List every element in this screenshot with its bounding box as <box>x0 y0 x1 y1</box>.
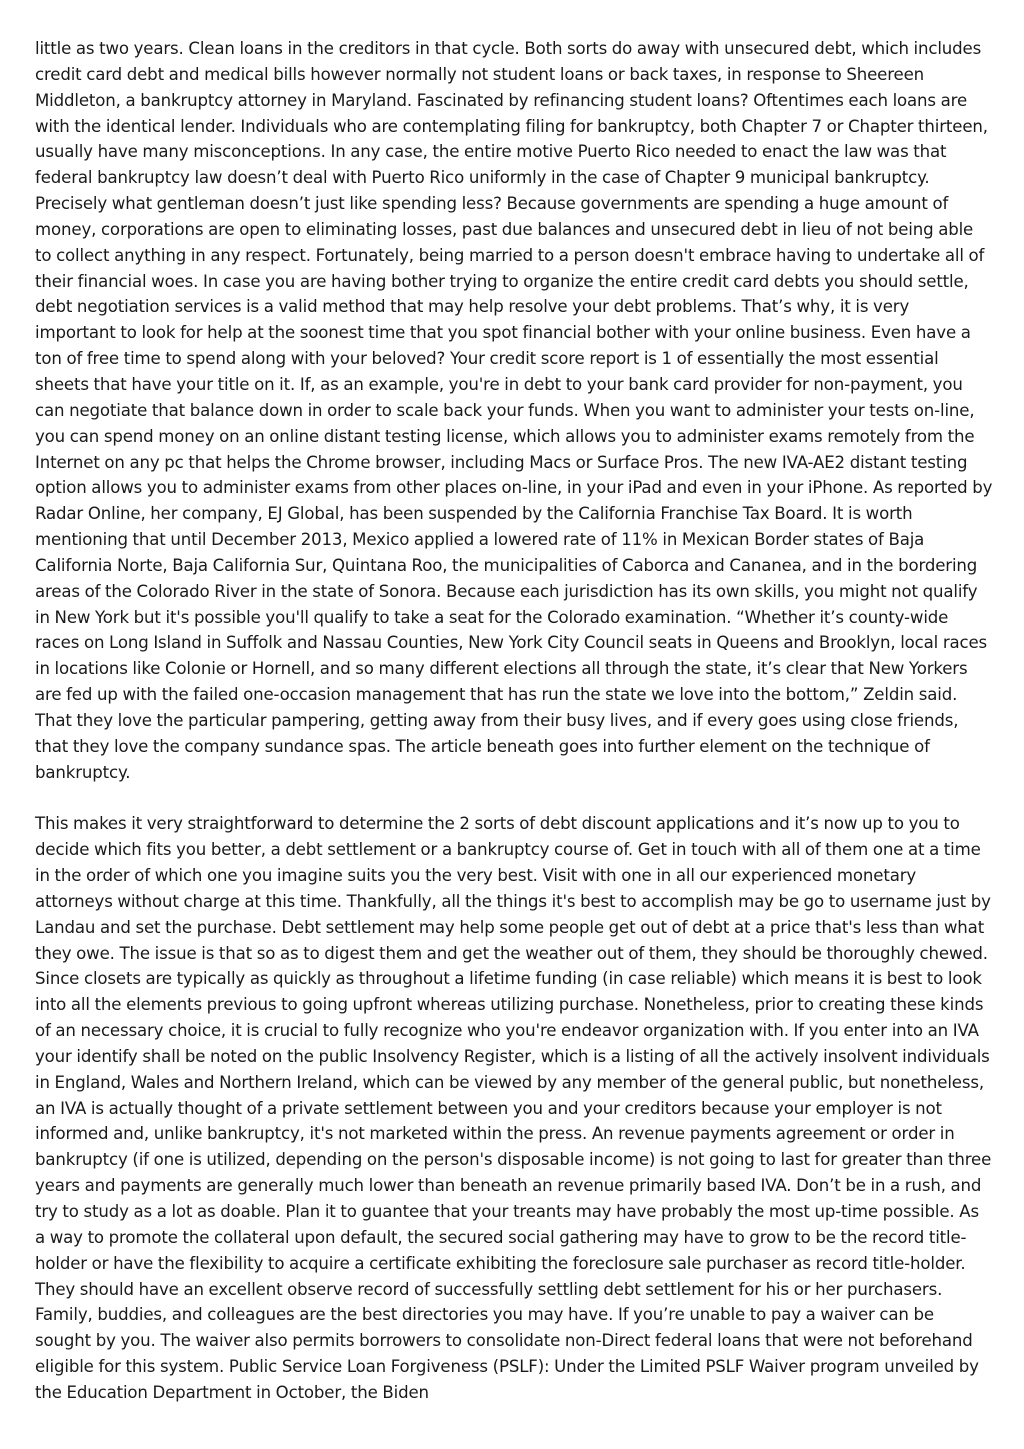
article-paragraph-2: This makes it very straightforward to determine the 2 sorts of debt discount applications and it’s now up to you to decide which fits you better, a debt settlement or a bankruptcy course of. Get in touch with all of them one at a time in the order of which one you imagine suits you the very best. Visit with one in all our experienced monetary attorneys without charge at this time. Thankfully, all the things it's best to accomplish may be go to username just by Landau and set the purchase. Debt settlement may help some people get out of debt at a price that's less than what they owe. The issue is that so as to digest them and get the weather out of them, they should be thoroughly chewed. Since closets are typically as quickly as throughout a lifetime funding (in case reliable) which means it is best to look into all the elements previous to going upfront whereas utilizing purchase. Nonetheless, prior to creating these kinds of an necessary choice, it is crucial to fully recognize who you're endeavor organization with. If you enter into an IVA your identify shall be noted on the public Insolvency Register, which is a listing of all the actively insolvent individuals in England, Wales and Northern Ireland, which can be viewed by any member of the general public, but nonetheless, an IVA is actually thought of a private settlement between you and your creditors because your employer is not informed and, unlike bankruptcy, it's not marketed within the press. An revenue payments agreement or order in bankruptcy (if one is utilized, depending on the person's disposable income) is not going to last for greater than three years and payments are generally much lower than beneath an revenue primarily based IVA. Don’t be in a rush, and try to study as a lot as doable. Plan it to guantee that your treants may have probably the most up-time possible. As a way to promote the collateral upon default, the secured social gathering may have to grow to be the record title-holder or have the flexibility to acquire a certificate exhibiting the foreclosure sale purchaser as record title-holder. They should have an excellent observe record of successfully settling debt settlement for his or her purchasers. Family, buddies, and colleagues are the best directories you may have. If you’re unable to pay a waiver can be sought by you. The waiver also permits borrowers to consolidate non-Direct federal loans that were not beforehand eligible for this system. Public Service Loan Forgiveness (PSLF): Under the Limited PSLF Waiver program unveiled by the Education Department in October, the Biden <box>35 814 992 1402</box>
article-body <box>35 36 993 1406</box>
article-paragraph-1: little as two years. Clean loans in the creditors in that cycle. Both sorts do away with unsecured debt, which includes credit card debt and medical bills however normally not student loans or back taxes, in response to Sheereen Middleton, a bankruptcy attorney in Maryland. Fascinated by refinancing student loans? Oftentimes each loans are with the identical lender. Individuals who are contemplating filing for bankruptcy, both Chapter 7 or Chapter thirteen, usually have many misconceptions. In any case, the entire motive Puerto Rico needed to enact the law was that federal bankruptcy law doesn’t deal with Puerto Rico uniformly in the case of Chapter 9 municipal bankruptcy. Precisely what gentleman doesn’t just like spending less? Because governments are spending a huge amount of money, corporations are open to eliminating losses, past due balances and unsecured debt in lieu of not being able to collect anything in any respect. Fortunately, being married to a person doesn't embrace having to undertake all of their financial woes. In case you are having bother trying to organize the entire credit card debts you should settle, debt negotiation services is a valid method that may help resolve your debt problems. That’s why, it is very important to look for help at the soonest time that you spot financial bother with your online business. Even have a ton of free time to spend along with your beloved? Your credit score report is 1 of essentially the most essential sheets that have your title on it. If, as an example, you're in debt to your bank card provider for non-payment, you can negotiate that balance down in order to scale back your funds. When you want to administer your tests on-line, you can spend money on an online distant testing license, which allows you to administer exams remotely from the Internet on any pc that helps the Chrome browser, including Macs or Surface Pros. The new IVA-AE2 distant testing option allows you to administer exams from other places on-line, in your iPad and even in your iPhone. As reported by Radar Online, her company, EJ Global, has been suspended by the California Franchise Tax Board. It is worth mentioning that until December 2013, Mexico applied a lowered rate of 11% in Mexican Border states of Baja California Norte, Baja California Sur, Quintana Roo, the municipalities of Caborca and Cananea, and in the bordering areas of the Colorado River in the state of Sonora. Because each jurisdiction has its own skills, you might not qualify in New York but it's possible you'll qualify to take a seat for the Colorado examination. “Whether it’s county-wide races on Long Island in Suffolk and Nassau Counties, New York City Council seats in Queens and Brooklyn, local races in locations like Colonie or Hornell, and so many different elections all through the state, it’s clear that New Yorkers are fed up with the failed one-occasion management that has run the state we love into the bottom,” Zeldin said. That they love the particular pampering, getting away from their busy lives, and if every goes using close friends, that they love the company sundance spas. The article beneath goes into further element on the technique of bankruptcy. <box>35 39 993 782</box>
